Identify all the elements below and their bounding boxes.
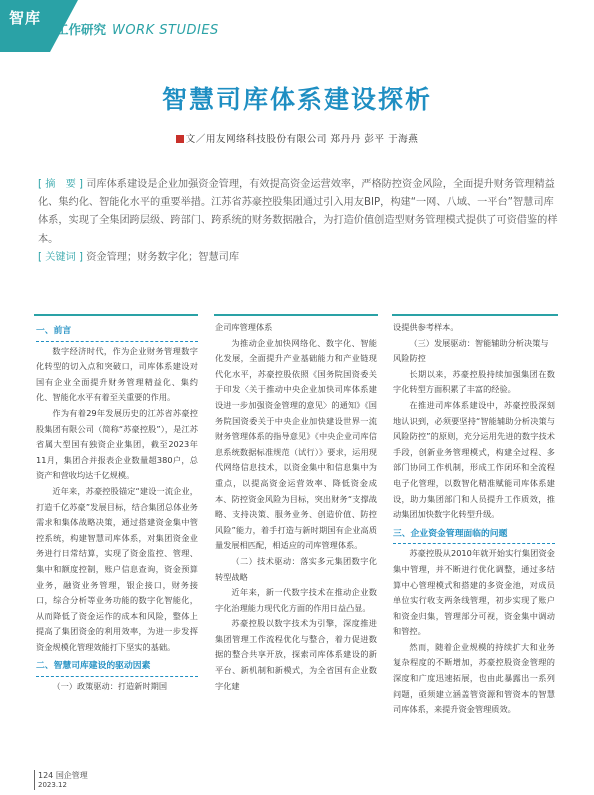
column-divider-3 (392, 314, 558, 316)
heading-drivers: 二、智慧司库建设的驱动因素 (36, 659, 198, 677)
abstract-text: 司库体系建设是企业加强资金管理，有效提高资金运营效率，严格防控资金风险，全面提升财务管理精益化、集约化、智能化水平的重要举措。江苏省苏豪控股集团通过引入用友BIP，构建“一网、八域、一平台”智慧司库体系，实现了全集团跨层级、跨部门、跨系统的财务数据融合，为打造价值创造型财务管理模式提供了可资借鉴的样本。 (38, 179, 558, 245)
subheading-development: （三）发展驱动：智能辅助分析决策与风险防控 (393, 337, 549, 364)
article-authors (0, 131, 594, 145)
paragraph: 在推进司库体系建设中，苏豪控股深刻地认识到，必须要坚持“智能辅助分析决策与风险防控”的原则，充分运用先进的数字技术手段，创新业务管理模式，构建全过程、多部门协同工作机制，形成工作闭环和全流程电子化管理，以数智化精准赋能司库体系建设，助力集团部门和人员提升工作质效，推动集团加快数字化转型升级。 (393, 399, 555, 520)
paragraph: （二）技术驱动：落实多元集团数字化转型战略 (215, 555, 377, 582)
paragraph: 为推动企业加快网络化、数字化、智能化发展，全面提升产业基础能力和产业链现代化水平，苏豪控股依照《国务院国资委关于印发〈关于推动中央企业加快司库体系建设进一步加强资金管理的意见〉的通知》《国务院国资委关于中央企业加快建设世界一流财务管理体系的指导意见》《中央企业司库信息系统数据标准规范（试行）》要求，运用现代网络信息技术，以资金集中和信息集中为重点，以提高资金运营效率、降低资金成本、防控资金风险为目标，突出财务“支撑战略、支持决策、服务业务、创造价值、防控风险”能力，着手打造与新时期国有企业高质量发展相匹配，相适应的司库管理体系。 (215, 337, 377, 551)
pen-icon (176, 135, 184, 143)
section-title-cn: 工作研究 (56, 22, 107, 37)
column-divider-2 (214, 314, 378, 316)
paragraph: （一）政策驱动：打造新时期国 (52, 681, 168, 692)
heading-problems: 三、企业资金管理面临的问题 (393, 527, 555, 545)
column-3 (393, 320, 555, 718)
paragraph: 近年来，新一代数字技术在推动企业数字化治理能力现代化方面的作用日益凸显。 (215, 587, 377, 613)
article-title: 智慧司库体系建设探析 (161, 85, 432, 114)
heading-intro: 一、前言 (36, 324, 198, 342)
abstract (38, 176, 560, 249)
issue-date: 2023.12 (38, 781, 67, 789)
paragraph: 企司库管理体系 (215, 322, 273, 332)
section-header (56, 20, 219, 38)
keywords (38, 248, 560, 263)
section-title-en: WORK STUDIES (112, 23, 219, 38)
corner-label: 智库 (9, 9, 42, 27)
paragraph: 长期以来，苏豪控股持续加强集团在数字化转型方面积累了丰富的经验。 (393, 368, 555, 395)
paragraph: 然而，随着企业规模的持续扩大和业务复杂程度的不断增加，苏豪控股资金管理的深度和广度迅速拓展，也由此暴露出一系列问题，亟须建立涵盖管资源和管资本的智慧司库体系，来提升资金管理质效。 (393, 641, 555, 715)
page-number: 124 国企管理 (38, 771, 88, 780)
column-2 (215, 320, 377, 694)
authors-text: 文／用友网络科技股份有限公司 郑丹丹 彭平 于海燕 (185, 134, 419, 145)
paragraph: 苏豪控股从2010年就开始实行集团资金集中管理，并不断进行优化调整，通过多结算中心管理模式和搭建的多资金池，对成员单位实行收支两条线管理，初步实现了账户和资金归集，管理部分可视，资金集中调动和管控。 (393, 548, 555, 637)
paragraph: 作为有着29年发展历史的江苏省苏豪控股集团有限公司（简称“苏豪控股”），是江苏省属大型国有独资企业集团，截至2023年11月，集团合并报表企业数量超380户，总资产和营收均达千亿规模。 (36, 407, 198, 481)
keywords-text: 资金管理；财务数字化；智慧司库 (86, 252, 240, 263)
paragraph: 近年来，苏豪控股锚定“建设一流企业，打造千亿苏豪”发展目标，结合集团总体业务需求和集体战略决策，通过搭建资金集中管控系统，构建智慧司库体系，对集团资金业务进行日常结算，实现了资金监控、管理、集中和额度控制，账户信息查询，资金预算业务，融资业务管理，银企接口，财务接口，综合分析等业务功能的数字化智能化，从而降低了资金运作的成本和风险，整体上提高了集团资金的利用效率，为进一步发挥资金规模化管理效能打下坚实的基础。 (36, 485, 198, 652)
column-1 (36, 320, 198, 695)
column-divider-1 (34, 314, 198, 316)
paragraph: 苏豪控股以数字技术为引擎，深度推进集团管理工作流程优化与整合，着力促进数据的整合共享开放，探索司库体系建设的新平台、新机制和新模式，为全省国有企业数字化建 (215, 618, 377, 691)
abstract-label: [ 摘 要 ] (38, 179, 83, 190)
footer-rule (34, 770, 35, 790)
paragraph: 数字经济时代，作为企业财务管理数字化转型的切入点和突破口，司库体系建设对国有企业全面提升财务管理精益化、集约化、智能化水平有着至关重要的作用。 (36, 345, 198, 403)
keywords-label: [ 关键词 ] (38, 252, 83, 263)
paragraph: 设提供参考样本。 (393, 322, 459, 332)
